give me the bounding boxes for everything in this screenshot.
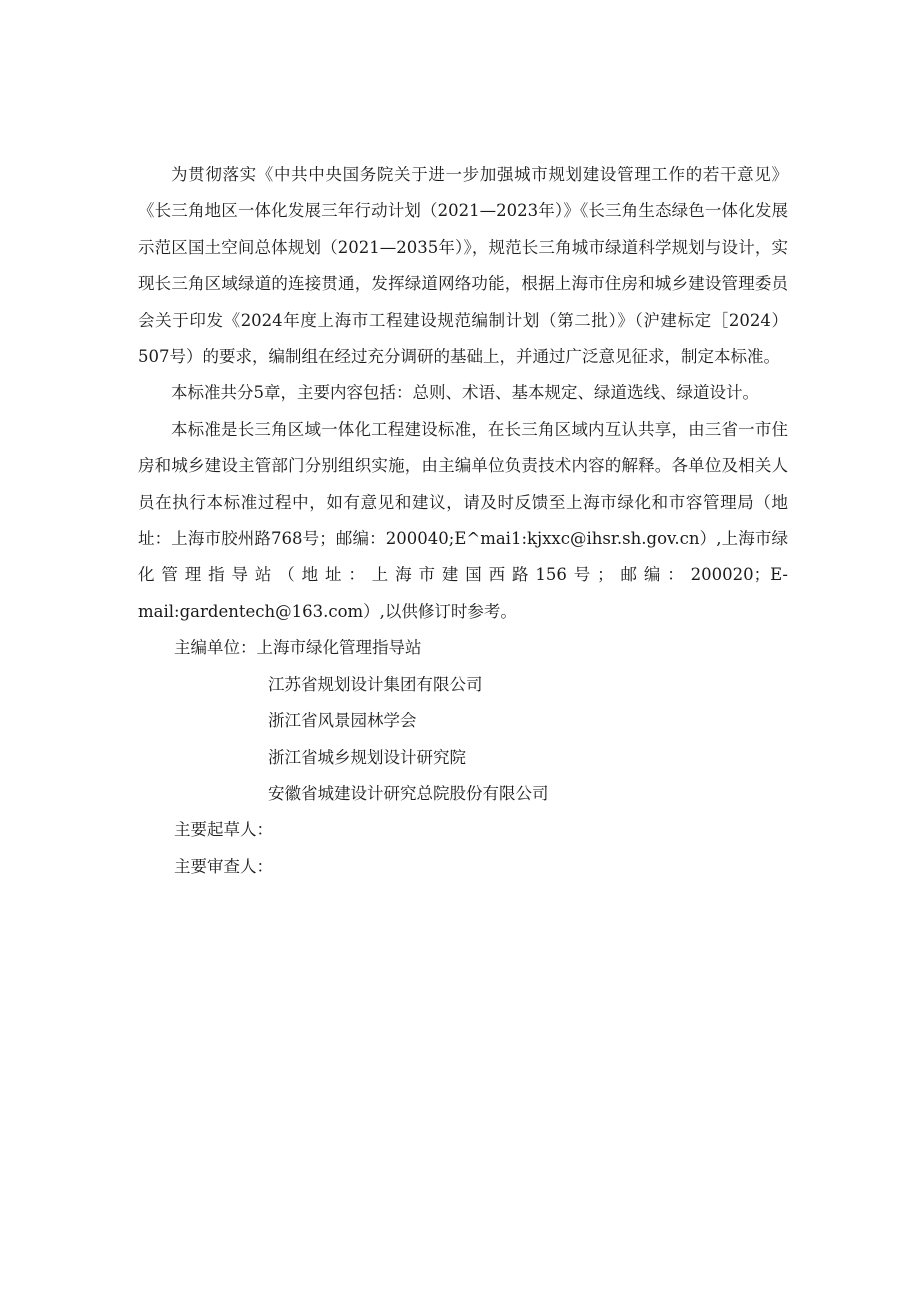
- preface-paragraph-purpose: 为贯彻落实《中共中央国务院关于进一步加强城市规划建设管理工作的若干意见》《长三角地区一体化发展三年行动计划（2021—2023年）》《长三角生态绿色一体化发展示范区国土空间总体规划（2021—2035年）》，规范长三角城市绿道科学规划与设计，实现长三角区域绿道的连接贯通，发挥绿道网络功能，根据上海市住房和城乡建设管理委员会关于印发《2024年度上海市工程建设规范编制计划（第二批）》（沪建标定［2024）507号）的要求，编制组在经过充分调研的基础上，并通过广泛意见征求，制定本标准。: [138, 165, 788, 367]
- chief-unit-line: [138, 630, 788, 666]
- participant-unit: 浙江省城乡规划设计研究院: [268, 747, 466, 767]
- main-reviewers-label: 主要审查人：: [174, 856, 273, 876]
- compiling-units: [138, 630, 788, 812]
- main-drafters-label: 主要起草人：: [174, 820, 273, 840]
- preface-paragraph-contents: 本标准共分5章，主要内容包括：总则、术语、基本规定、绿道选线、绿道设计。: [171, 383, 759, 403]
- participant-unit: 江苏省规划设计集团有限公司: [268, 674, 483, 694]
- preface-body: [138, 157, 788, 885]
- participant-unit: 浙江省风景园林学会: [268, 711, 417, 731]
- preface-paragraph-feedback: 本标准是长三角区域一体化工程建设标准，在长三角区域内互认共享，由三省一市住房和城乡建设主管部门分别组织实施，由主编单位负责技术内容的解释。各单位及相关人员在执行本标准过程中，如有意见和建议，请及时反馈至上海市绿化和市容管理局（地址：上海市胶州路768号；邮编：200040;E^mai1:kjxxc@ihsr.sh.gov.cn）,上海市绿化管理指导站（地址：上海市建国西路156号；邮编：200020；E-mail:gardentech@163.com）,以供修订时参考。: [138, 419, 788, 621]
- chief-unit-label: 主编单位：: [174, 638, 257, 658]
- chief-unit-name: 上海市绿化管理指导站: [256, 638, 422, 658]
- participant-unit: 安徽省城建设计研究总院股份有限公司: [268, 783, 549, 803]
